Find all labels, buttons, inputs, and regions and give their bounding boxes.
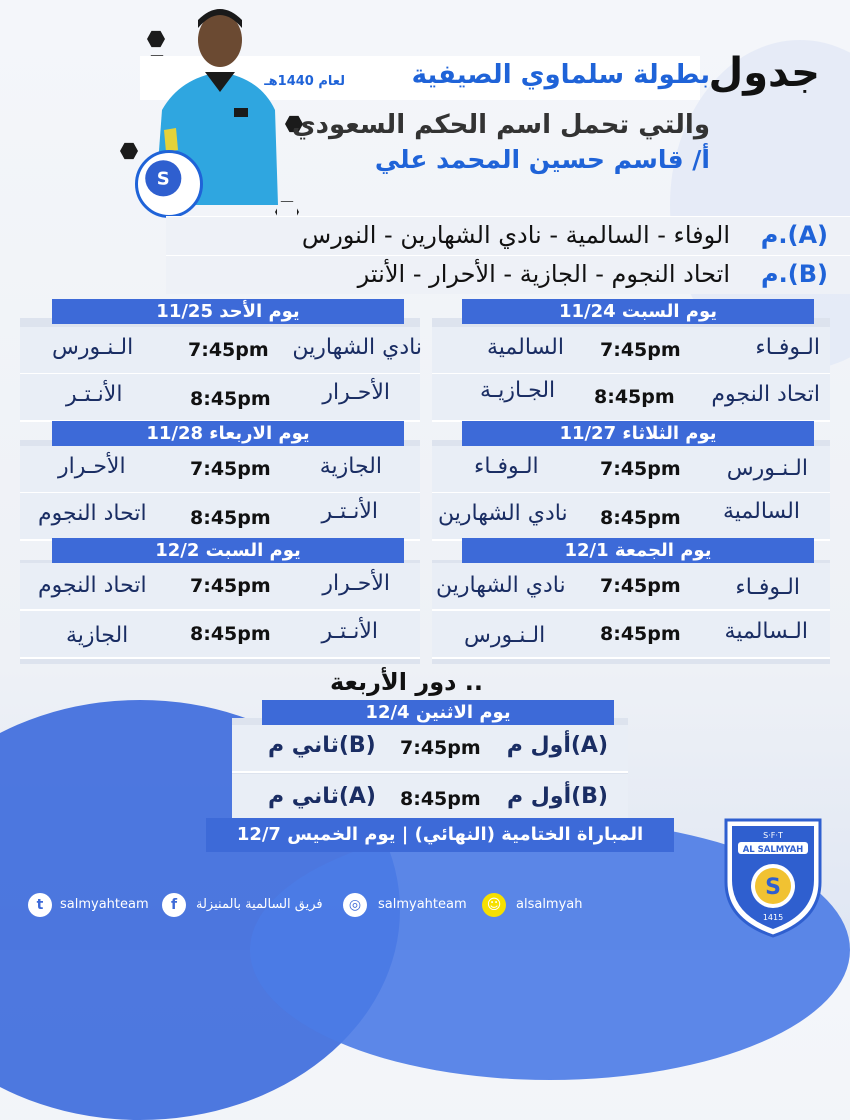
day-header: يوم السبت 12/2 bbox=[52, 538, 404, 563]
match-time: 7:45pm bbox=[190, 458, 271, 480]
team-home: الـنـورس bbox=[726, 456, 808, 481]
match-time: 7:45pm bbox=[188, 339, 269, 361]
match-time: 8:45pm bbox=[190, 507, 271, 529]
team-home: الـوفـاء bbox=[755, 335, 820, 360]
referee-name: أ/ قاسم حسين المحمد علي bbox=[374, 145, 710, 174]
match-time: 7:45pm bbox=[400, 737, 481, 759]
match-time: 8:45pm bbox=[594, 386, 675, 408]
team-home: الأنـتـر bbox=[321, 499, 378, 524]
team-away: نادي الشهارين bbox=[438, 501, 568, 526]
team-home: أول م(A) bbox=[506, 733, 608, 758]
match-time: 8:45pm bbox=[400, 788, 481, 810]
team-home: الأحـرار bbox=[322, 571, 390, 596]
match-time: 8:45pm bbox=[600, 507, 681, 529]
team-home: الجازية bbox=[319, 454, 382, 479]
team-home: نادي الشهارين bbox=[292, 335, 422, 360]
title-year: لعام 1440هـ bbox=[264, 74, 345, 89]
title-main: جدول bbox=[708, 50, 820, 96]
day-header: يوم الاربعاء 11/28 bbox=[52, 421, 404, 446]
team-away: الجازية bbox=[66, 623, 129, 648]
group-a-row bbox=[166, 216, 850, 255]
match-time: 8:45pm bbox=[190, 388, 271, 410]
snapchat-handle: alsalmyah bbox=[516, 897, 583, 912]
match-row bbox=[432, 611, 830, 659]
logo-year: 1415 bbox=[762, 913, 784, 922]
club-badge-small bbox=[135, 150, 203, 218]
day-header: يوم الأحد 11/25 bbox=[52, 299, 404, 324]
match-row bbox=[232, 725, 628, 773]
team-home: الـسالمية bbox=[724, 619, 808, 644]
snapchat-icon: ☺ bbox=[482, 893, 506, 917]
team-away: اتحاد النجوم bbox=[38, 573, 147, 598]
match-row bbox=[20, 374, 420, 422]
team-home: أول م(B) bbox=[507, 784, 608, 809]
team-away: السالمية bbox=[487, 335, 564, 360]
match-time: 7:45pm bbox=[600, 339, 681, 361]
team-away: ثاني م(B) bbox=[268, 733, 376, 758]
title-tournament: بطولة سلماوي الصيفية bbox=[411, 60, 710, 90]
instagram-handle: salmyahteam bbox=[378, 897, 467, 912]
semifinal-header: يوم الاثنين 12/4 bbox=[262, 700, 614, 725]
team-away: نادي الشهارين bbox=[436, 573, 566, 598]
svg-text:S: S bbox=[765, 875, 781, 900]
team-away: اتحاد النجوم bbox=[38, 501, 147, 526]
facebook-icon: f bbox=[162, 893, 186, 917]
team-away: الأنـتـر bbox=[66, 382, 123, 407]
group-teams: اتحاد النجوم - الجازية - الأحرار - الأنتر bbox=[357, 260, 730, 288]
logo-letters: S·F·T bbox=[763, 831, 783, 840]
team-away: الـوفـاء bbox=[474, 454, 539, 479]
group-label: م.(A) bbox=[760, 221, 828, 249]
match-row bbox=[432, 446, 830, 494]
group-label: م.(B) bbox=[761, 260, 828, 288]
match-row bbox=[20, 446, 420, 494]
svg-text:S: S bbox=[156, 168, 170, 190]
match-time: 7:45pm bbox=[600, 575, 681, 597]
day-header: يوم الثلاثاء 11/27 bbox=[462, 421, 814, 446]
team-away: ثاني م(A) bbox=[268, 784, 376, 809]
match-row bbox=[432, 563, 830, 611]
club-logo bbox=[718, 812, 828, 940]
match-row bbox=[432, 374, 830, 422]
match-time: 7:45pm bbox=[190, 575, 271, 597]
day-header: يوم الجمعة 12/1 bbox=[462, 538, 814, 563]
subtitle: والتي تحمل اسم الحكم السعودي bbox=[291, 110, 710, 140]
facebook-handle: فريق السالمية بالمنيزلة bbox=[196, 897, 323, 912]
match-row bbox=[232, 774, 628, 822]
team-home: الـوفـاء bbox=[735, 575, 800, 600]
group-b-row bbox=[166, 255, 850, 294]
day-header: يوم السبت 11/24 bbox=[462, 299, 814, 324]
match-time: 8:45pm bbox=[190, 623, 271, 645]
match-row bbox=[20, 611, 420, 659]
team-away: الأحـرار bbox=[58, 454, 126, 479]
match-row bbox=[20, 327, 420, 375]
group-teams: الوفاء - السالمية - نادي الشهارين - النورس bbox=[301, 221, 730, 249]
match-row bbox=[432, 493, 830, 541]
team-away: الجـازيـة bbox=[480, 378, 556, 403]
match-time: 8:45pm bbox=[600, 623, 681, 645]
twitter-handle: salmyahteam bbox=[60, 897, 149, 912]
twitter-icon: t bbox=[28, 893, 52, 917]
match-row bbox=[20, 493, 420, 541]
match-row bbox=[20, 563, 420, 611]
team-home: السالمية bbox=[723, 499, 800, 524]
match-time: 7:45pm bbox=[600, 458, 681, 480]
semifinal-title: دور الأربعة .. bbox=[330, 668, 484, 696]
match-row bbox=[432, 327, 830, 375]
team-home: الأنـتـر bbox=[321, 619, 378, 644]
team-away: الـنـورس bbox=[52, 335, 134, 360]
hexagon-decoration bbox=[120, 142, 138, 160]
team-home: اتحاد النجوم bbox=[711, 382, 820, 407]
logo-name: AL SALMYAH bbox=[742, 845, 804, 855]
team-away: الـنـورس bbox=[464, 623, 546, 648]
instagram-icon: ◎ bbox=[343, 893, 367, 917]
team-home: الأحـرار bbox=[322, 380, 390, 405]
final-text: المباراة الختامية (النهائي) | يوم الخميس 12/7 bbox=[236, 824, 644, 845]
